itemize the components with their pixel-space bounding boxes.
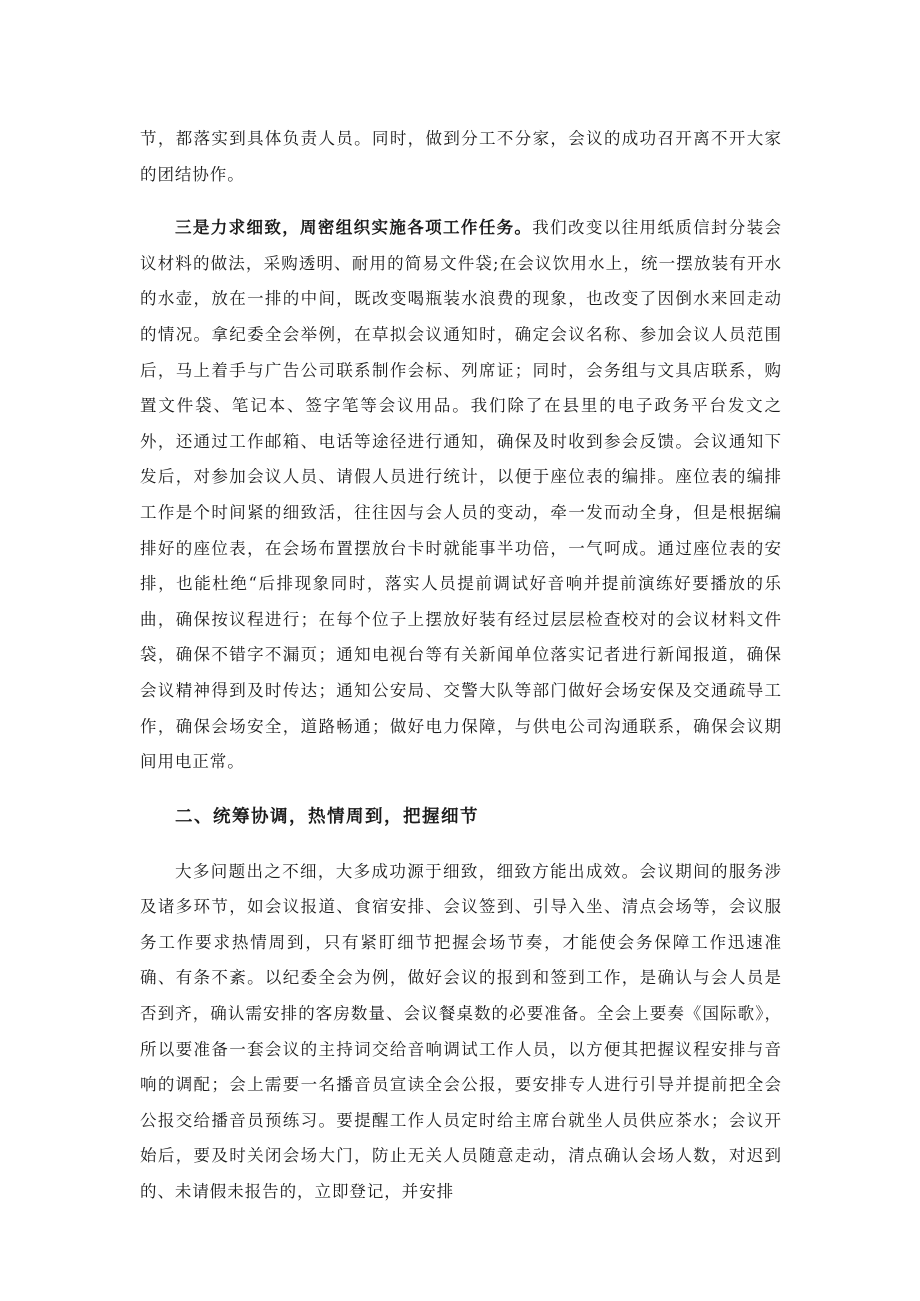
section-three-lead: 三是力求细致，周密组织实施各项工作任务。 (175, 218, 533, 238)
document-body (140, 121, 782, 1210)
paragraph-section-three (140, 210, 782, 780)
paragraph-section-two: 大多问题出之不细，大多成功源于细致，细致方能出成效。会议期间的服务涉及诸多环节，如会议报道、食宿安排、会议签到、引导入坐、清点会场等，会议服务工作要求热情周到，只有紧盯细节把握会场节奏，才能使会务保障工作迅速准确、有条不紊。以纪委全会为例，做好会议的报到和签到工作，是确认与会人员是否到齐，确认需安排的客房数量、会议餐桌数的必要准备。全会上要奏《国际歌》，所以要准备一套会议的主持词交给音响调试工作人员，以方便其把握议程安排与音响的调配；会上需要一名播音员宣读全会公报，要安排专人进行引导并提前把全会公报交给播音员预练习。要提醒工作人员定时给主席台就坐人员供应茶水；会议开始后，要及时关闭会场大门，防止无关人员随意走动，清点确认会场人数，对迟到的、未请假未报告的，立即登记，并安排 (140, 861, 782, 1202)
paragraph-continuation: 节，都落实到具体负责人员。同时，做到分工不分家，会议的成功召开离不开大家的团结协作。 (140, 129, 782, 184)
section-heading-two: 二、统筹协调，热情周到，把握细节 (175, 806, 479, 827)
section-three-body: 我们改变以往用纸质信封分装会议材料的做法，采购透明、耐用的简易文件袋;在会议饮用水上，统一摆放装有开水的水壶，放在一排的中间，既改变喝瓶装水浪费的现象，也改变了因倒水来回走动的情况。拿纪委全会举例，在草拟会议通知时，确定会议名称、参加会议人员范围后，马上着手与广告公司联系制作会标、列席证；同时，会务组与文具店联系，购置文件袋、笔记本、签字笔等会议用品。我们除了在县里的电子政务平台发文之外，还通过工作邮箱、电话等途径进行通知，确保及时收到参会反馈。会议通知下发后，对参加会议人员、请假人员进行统计，以便于座位表的编排。座位表的编排工作是个时间紧的细致活，往往因与会人员的变动，牵一发而动全身，但是根据编排好的座位表，在会场布置摆放台卡时就能事半功倍，一气呵成。通过座位表的安排，也能杜绝“后排现象同时，落实人员提前调试好音响并提前演练好要播放的乐曲，确保按议程进行；在每个位子上摆放好装有经过层层检查校对的会议材料文件袋，确保不错字不漏页；通知电视台等有关新闻单位落实记者进行新闻报道，确保会议精神得到及时传达；通知公安局、交警大队等部门做好会场安保及交通疏导工作，确保会场安全，道路畅通；做好电力保障，与供电公司沟通联系，确保会议期间用电正常。 (140, 218, 782, 772)
